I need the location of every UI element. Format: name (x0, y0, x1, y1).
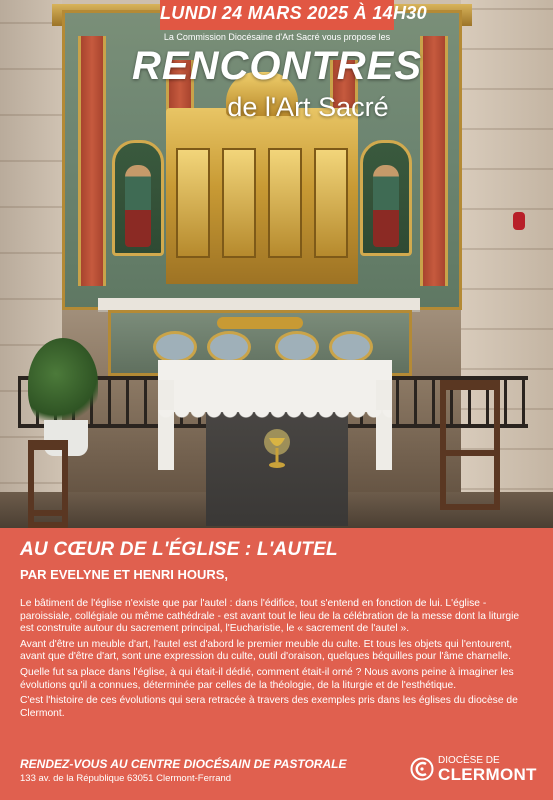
logo-line-bottom: CLERMONT (438, 765, 537, 784)
lace-altar-cloth (158, 360, 392, 412)
altar-table-top (98, 298, 420, 310)
logo-line-top: DIOCÈSE DE (438, 755, 500, 766)
talk-description (20, 598, 534, 723)
potted-plant (28, 338, 98, 428)
event-date: LUNDI 24 MARS 2025 À 14H30 (160, 3, 427, 23)
event-title: RENCONTRES (132, 44, 423, 88)
sanctuary-lamp (513, 212, 525, 230)
diocese-emblem-icon (410, 757, 434, 781)
chalice-icon (262, 428, 292, 478)
diocese-logo (410, 755, 538, 787)
retable-column (78, 36, 106, 286)
paragraph: C'est l'histoire de ces évolutions qui sera retracée à travers des exemples pris dans les églises du diocèse de Clermont. (20, 695, 518, 719)
talk-title: AU CŒUR DE L'ÉGLISE : L'AUTEL (20, 539, 338, 560)
saint-statue-niche-right (360, 140, 412, 256)
paragraph: Avant d'être un meuble d'art, l'autel est d'abord le premier meuble du culte. Et tous les objets qui l'entourent, avant que d'être d'art, sont une expression du culte, outil d'oraison, quelques béquilles pour l'âme charnelle. (20, 638, 513, 663)
gilded-tabernacle (166, 108, 358, 284)
wooden-chair (440, 380, 500, 510)
venue-address: 133 av. de la République 63051 Clermont-Ferrand (20, 773, 232, 784)
talk-authors: PAR EVELYNE ET HENRI HOURS, (20, 567, 229, 582)
intro-line: La Commission Diocésaine d'Art Sacré vous propose les (163, 32, 391, 42)
event-subtitle: de l'Art Sacré (227, 92, 389, 122)
paragraph: Le bâtiment de l'église n'existe que par l'autel : dans l'édifice, tout s'entend en fonction de lui. L'église - paroissiale, collégiale ou même cathédrale - est avant tout le lieu de la célébration de la messe dont la liturgie est construite autour du sacrement principal, l'Eucharistie, le « sacrement de l'autel ». (20, 598, 520, 635)
wooden-chair (28, 440, 68, 528)
venue-heading: RENDEZ-VOUS AU CENTRE DIOCÉSAIN DE PASTORALE (20, 757, 347, 771)
retable-column (420, 36, 448, 286)
saint-statue-niche-left (112, 140, 164, 256)
paragraph: Quelle fut sa place dans l'église, à qui était-il dédié, comment était-il orné ? Nous avons peine à imaginer les évolutions qu'il a connues, déterminée par celles de la théologie, de la liturgie et de l'esthétique. (20, 666, 514, 691)
